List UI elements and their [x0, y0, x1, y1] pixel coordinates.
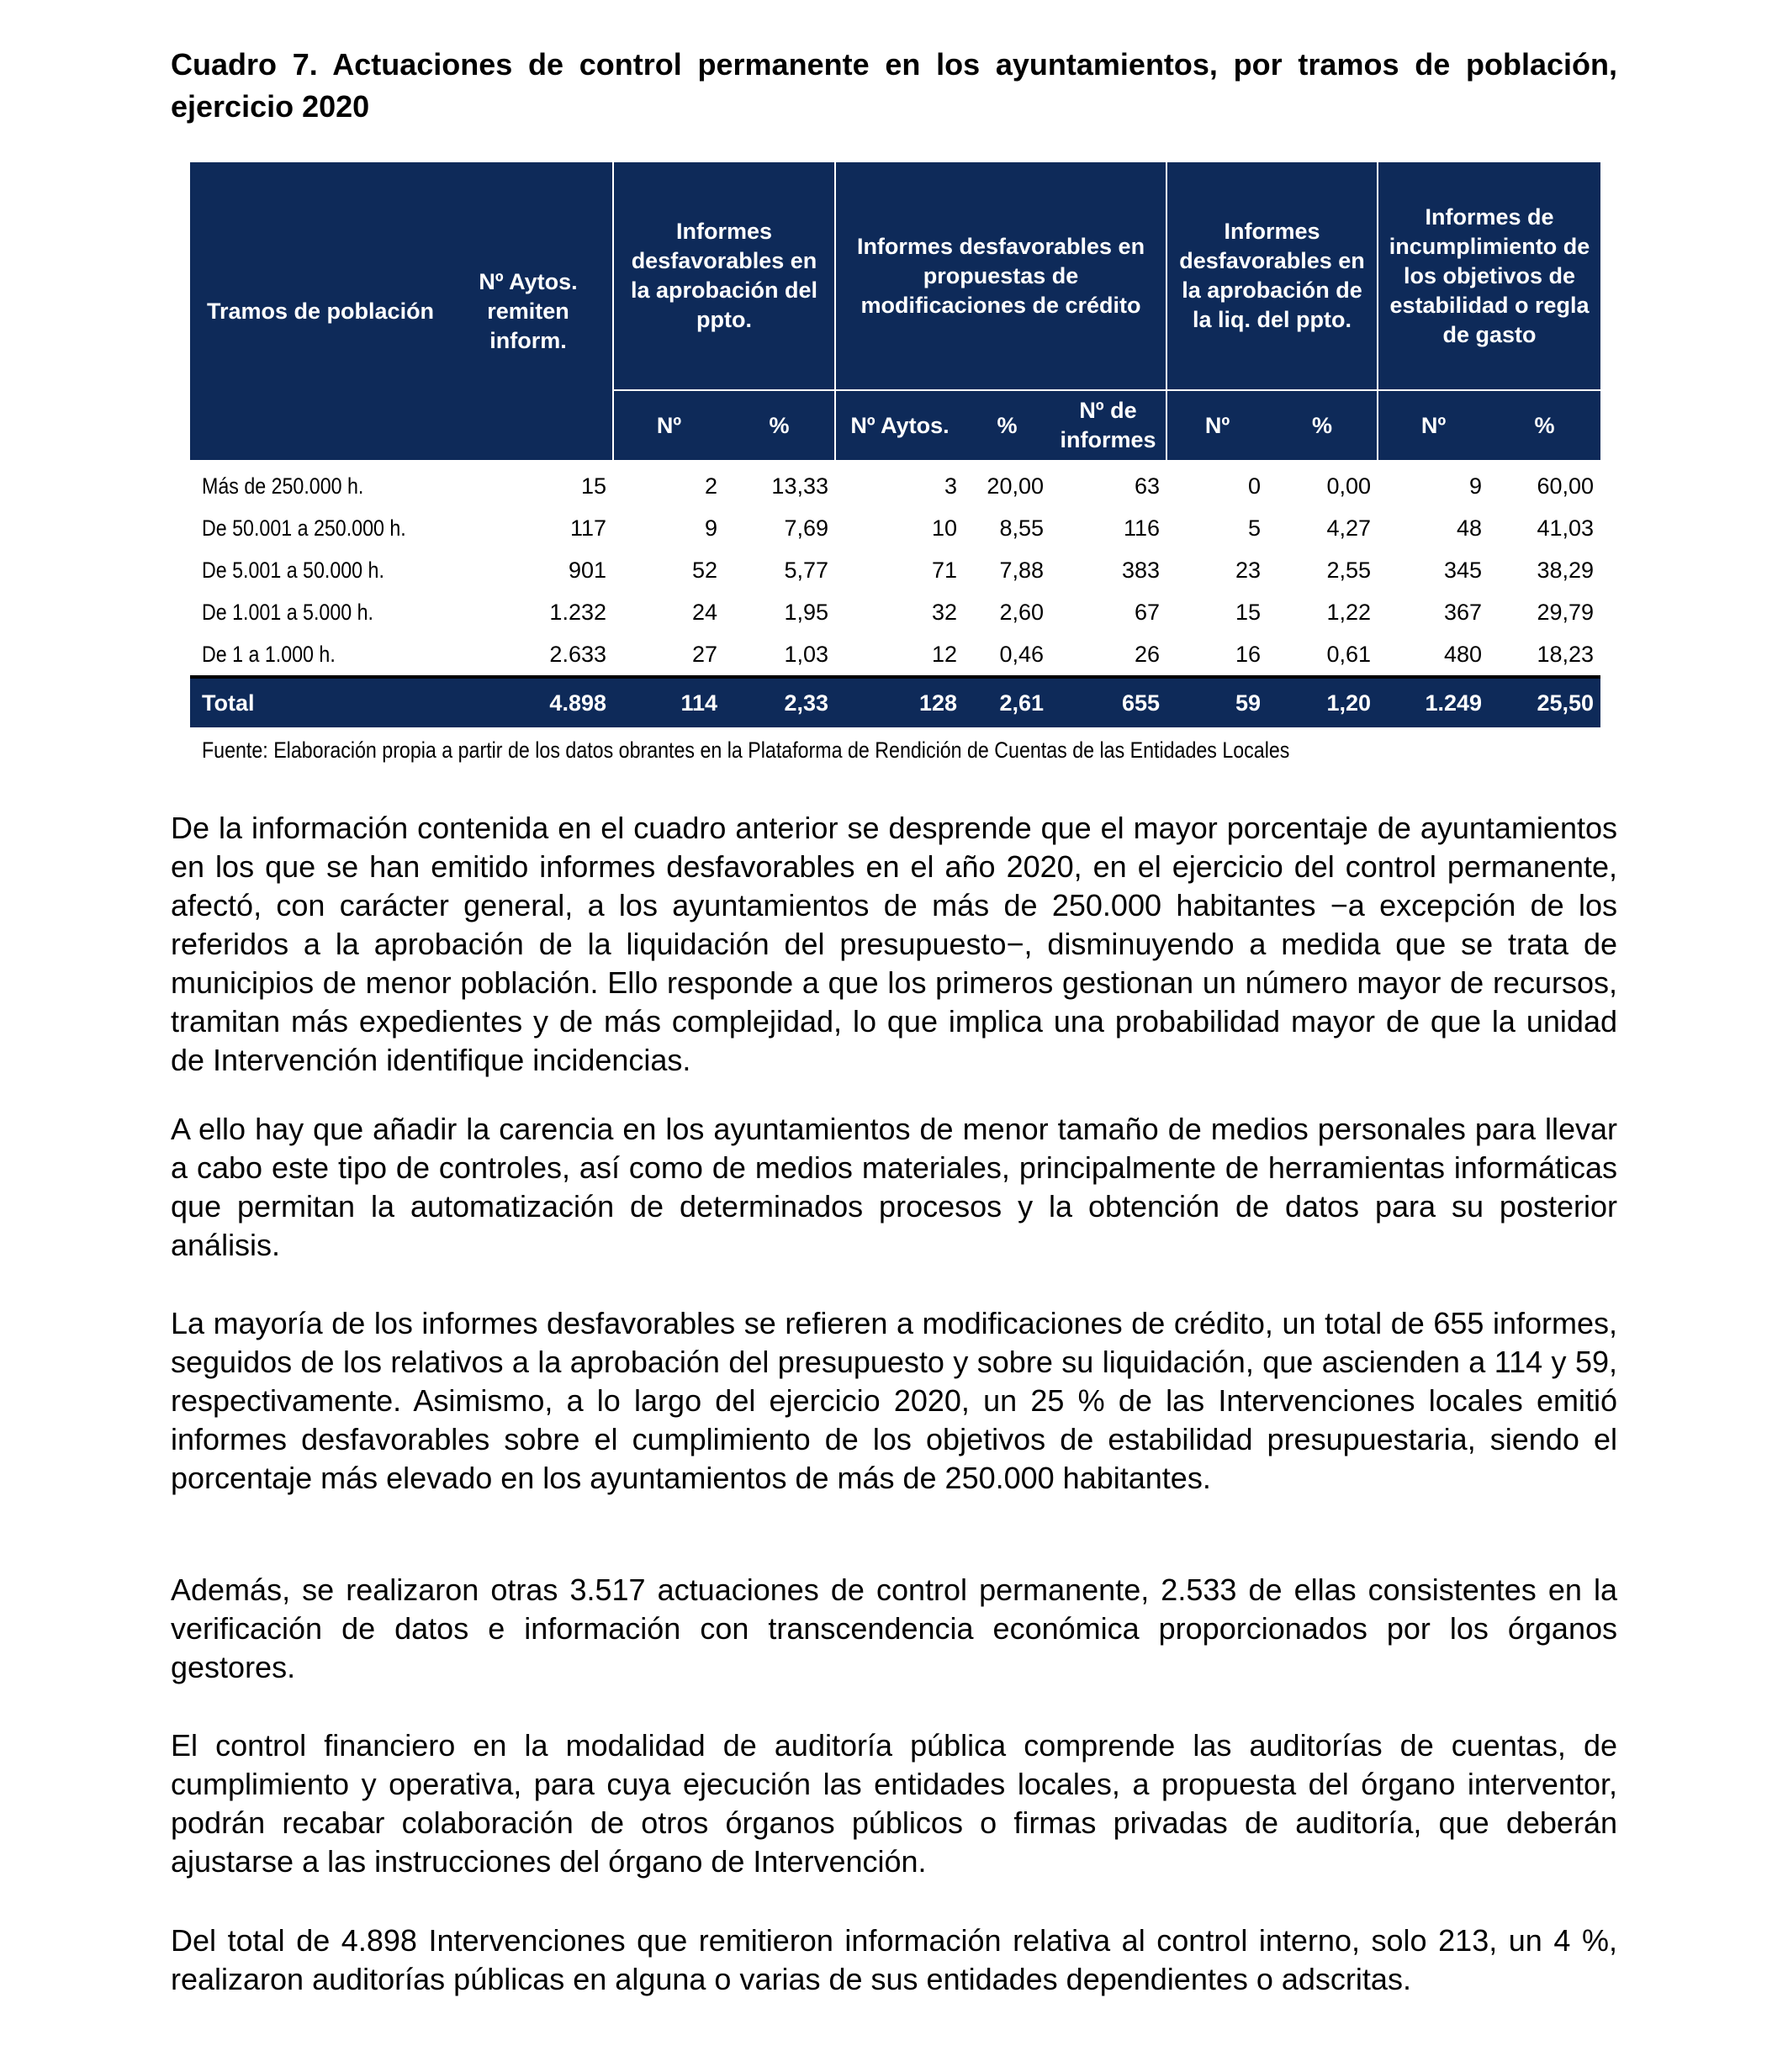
data-table — [190, 162, 1600, 727]
table-cell: 15 — [580, 473, 606, 499]
subheader-estab-pct: % — [1489, 390, 1600, 460]
table-cell: 901 — [568, 557, 606, 583]
table-cell: 71 — [931, 557, 957, 583]
row-label — [190, 507, 444, 549]
paragraph: La mayoría de los informes desfavorables se refieren a modificaciones de crédito, un total de 655 informes, seguidos de los relativos a la aprobación del presupuesto y sobre su liquidación, que ascienden a 114 y 59, respectivamente. Asimismo, a lo largo del ejercicio 2020, un 25 % de las Intervenciones locales emitió informes desfavorables sobre el cumplimiento de los objetivos de estabilidad presupuestaria, siendo el porcentaje más elevado en los ayuntamientos de más de 250.000 habitantes. — [171, 1306, 1617, 1495]
subheader-estab-n: Nº — [1378, 390, 1489, 460]
table-cell: 2,55 — [1326, 557, 1372, 583]
total-cell: 655 — [1050, 677, 1166, 727]
table-cell: 15 — [1235, 599, 1262, 625]
subheader-liq-n: Nº — [1166, 390, 1267, 460]
header-tramos: Tramos de población — [190, 162, 444, 460]
total-cell: 2,61 — [964, 677, 1050, 727]
header-ppto: Informes desfavorables en la aprobación del ppto. — [613, 162, 835, 390]
source-text: Fuente: Elaboración propia a partir de los datos obrantes en la Plataforma de Rendición de Cuentas de las Entidades Locales — [202, 737, 1290, 763]
subheader-cred-pct: % — [964, 390, 1050, 460]
table-row — [190, 591, 1600, 633]
table-cell: 23 — [1235, 557, 1262, 583]
subheader-cred-inf: Nº de informes — [1050, 390, 1166, 460]
row-label-text: De 1 a 1.000 h. — [202, 641, 336, 667]
subheader-liq-pct: % — [1267, 390, 1378, 460]
table-cell: 7,69 — [784, 515, 828, 541]
table-cell: 1,95 — [784, 599, 828, 625]
table-cell: 116 — [1123, 515, 1161, 541]
table-cell: 5,77 — [784, 557, 828, 583]
paragraph: El control financiero en la modalidad de auditoría pública comprende las auditorías de cuentas, de cumplimiento y operativa, para cuya ejecución las entidades locales, a propuesta del órgano interventor, podrán recabar colaboración de otros órganos públicos o firmas privadas de auditoría, que deberán ajustarse a las instrucciones del órgano de Intervención. — [171, 1728, 1617, 1879]
total-label: Total — [190, 677, 444, 727]
table-cell: 345 — [1443, 557, 1483, 583]
table-cell: 13,33 — [771, 473, 828, 499]
table-cell: 26 — [1134, 641, 1161, 667]
total-cell: 25,50 — [1489, 677, 1600, 727]
table-row — [190, 549, 1600, 591]
row-label-text: De 50.001 a 250.000 h. — [202, 515, 406, 541]
table-cell: 63 — [1134, 473, 1161, 499]
table-cell: 27 — [691, 641, 717, 667]
table-cell: 67 — [1134, 599, 1161, 625]
total-cell: 2,33 — [724, 677, 835, 727]
table-cell: 52 — [691, 557, 717, 583]
source-note — [202, 737, 1467, 764]
table-cell: 1,22 — [1326, 599, 1372, 625]
data-table-container — [190, 162, 1600, 727]
table-cell: 48 — [1456, 515, 1483, 541]
paragraph: Además, se realizaron otras 3.517 actuaciones de control permanente, 2.533 de ellas consistentes en la verificación de datos e información con transcendencia económica proporcionados por los órganos gestores. — [171, 1572, 1617, 1684]
table-cell: 12 — [931, 641, 957, 667]
table-caption: Cuadro 7. Actuaciones de control permanente en los ayuntamientos, por tramos de población, ejercicio 2020 — [171, 47, 1617, 124]
table-cell: 38,29 — [1537, 557, 1595, 583]
table-cell: 24 — [691, 599, 717, 625]
table-cell: 9 — [1468, 473, 1483, 499]
table-cell: 383 — [1121, 557, 1161, 583]
row-label-text: De 5.001 a 50.000 h. — [202, 557, 384, 583]
row-label-text: De 1.001 a 5.000 h. — [202, 599, 373, 625]
paragraph: De la información contenida en el cuadro anterior se desprende que el mayor porcentaje de ayuntamientos en los que se han emitido informes desfavorables en el año 2020, en el ejercicio del control permanente, afectó, con carácter general, a los ayuntamientos de más de 250.000 habitantes −a excepción de los referidos a la aprobación de la liquidación del presupuesto−, disminuyendo a medida que se trata de municipios de menor población. Ello responde a que los primeros gestionan un número mayor de recursos, tramitan más expedientes y de más complejidad, lo que implica una probabilidad mayor de que la unidad de Intervención identifique incidencias. — [171, 811, 1617, 1077]
table-cell: 4,27 — [1326, 515, 1372, 541]
table-cell: 2,60 — [999, 599, 1044, 625]
table-cell: 0,46 — [999, 641, 1044, 667]
table-cell: 9 — [704, 515, 717, 541]
table-cell: 3 — [944, 473, 957, 499]
table-cell: 5 — [1247, 515, 1262, 541]
table-cell: 32 — [931, 599, 957, 625]
header-aytos: Nº Aytos. remiten inform. — [444, 162, 613, 460]
total-cell: 128 — [835, 677, 964, 727]
table-cell: 60,00 — [1537, 473, 1595, 499]
table-cell: 2.633 — [549, 641, 606, 667]
header-liq: Informes desfavorables en la aprobación de la liq. del ppto. — [1166, 162, 1378, 390]
table-cell: 0 — [1247, 473, 1262, 499]
total-cell: 1,20 — [1267, 677, 1378, 727]
table-cell: 0,00 — [1326, 473, 1372, 499]
table-cell: 480 — [1443, 641, 1483, 667]
row-label — [190, 460, 444, 507]
row-label-text: Más de 250.000 h. — [202, 473, 364, 499]
subheader-ppto-pct: % — [724, 390, 835, 460]
table-cell: 1.232 — [549, 599, 606, 625]
table-cell: 29,79 — [1537, 599, 1595, 625]
total-cell: 1.249 — [1378, 677, 1489, 727]
table-cell: 8,55 — [999, 515, 1044, 541]
row-label — [190, 549, 444, 591]
table-cell: 7,88 — [999, 557, 1044, 583]
header-estab: Informes de incumplimiento de los objetivos de estabilidad o regla de gasto — [1378, 162, 1600, 390]
subheader-cred-aytos: Nº Aytos. — [835, 390, 964, 460]
row-label — [190, 633, 444, 677]
header-credito: Informes desfavorables en propuestas de modificaciones de crédito — [835, 162, 1166, 390]
table-cell: 367 — [1443, 599, 1483, 625]
table-cell: 117 — [569, 515, 606, 541]
table-cell: 20,00 — [987, 473, 1044, 499]
table-cell: 41,03 — [1537, 515, 1595, 541]
table-cell: 2 — [704, 473, 717, 499]
total-cell: 59 — [1166, 677, 1267, 727]
table-cell: 10 — [931, 515, 957, 541]
subheader-ppto-n: Nº — [613, 390, 724, 460]
table-row — [190, 460, 1600, 507]
table-cell: 18,23 — [1537, 641, 1595, 667]
row-label — [190, 591, 444, 633]
total-cell: 4.898 — [444, 677, 613, 727]
table-cell: 0,61 — [1326, 641, 1372, 667]
total-cell: 114 — [613, 677, 724, 727]
table-row — [190, 633, 1600, 677]
total-row — [190, 677, 1600, 727]
paragraph: A ello hay que añadir la carencia en los ayuntamientos de menor tamaño de medios personales para llevar a cabo este tipo de controles, así como de medios materiales, principalmente de herramientas informáticas que permitan la automatización de determinados procesos y la obtención de datos para su posterior análisis. — [171, 1112, 1617, 1262]
table-cell: 1,03 — [784, 641, 828, 667]
paragraph: Del total de 4.898 Intervenciones que remitieron información relativa al control interno, solo 213, un 4 %, realizaron auditorías públicas en alguna o varias de sus entidades dependientes o adscritas. — [171, 1923, 1617, 1996]
table-cell: 16 — [1235, 641, 1262, 667]
table-row — [190, 507, 1600, 549]
